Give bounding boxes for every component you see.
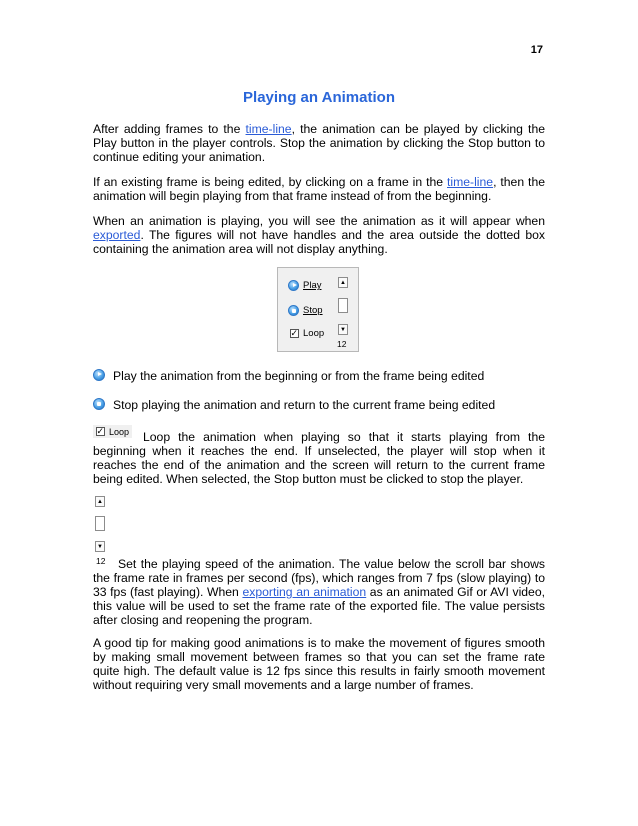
speed-description [93, 557, 545, 627]
play-label: Play [303, 280, 322, 291]
scroll-up-arrow-icon: ▲ [97, 498, 103, 505]
stop-radio-icon [288, 305, 299, 316]
speed-scrollbar-image [93, 496, 111, 566]
scroll-up-button[interactable] [338, 277, 348, 288]
loop-description: Loop the animation when playing so that it starts playing from the beginning when it reaches the end. If unselected, the player will stop when it reaches the end of the animation and the screen will return to the current frame being edited. When selected, the Stop button must be clicked to stop the player. [93, 430, 545, 486]
checkbox-icon [290, 329, 299, 338]
loop-checkbox[interactable] [290, 328, 324, 339]
play-radio-icon [93, 369, 105, 381]
stop-radio-icon [93, 398, 105, 410]
exported-link[interactable]: exported [93, 228, 141, 242]
scroll-down-arrow-icon: ▼ [97, 543, 103, 550]
paragraph-existing-frame [93, 175, 545, 203]
paragraph-text: , then the animation will begin playing from that frame instead of from the beginning. [93, 175, 546, 203]
stop-radio[interactable] [288, 305, 323, 316]
paragraph-timeline [93, 122, 545, 164]
scroll-up-arrow-icon: ▲ [340, 279, 346, 286]
stop-description: Stop playing the animation and return to the current frame being edited [113, 398, 496, 412]
play-radio[interactable] [288, 280, 321, 291]
speed-value: 12 [96, 556, 106, 566]
paragraph-text: Set the playing speed of the animation. The value below the scroll bar shows the frame rate in frames per second (fps), which ranges from 7 fps (slow playing) to 33 fps (fast playing). When [93, 557, 545, 599]
player-controls-panel [277, 267, 359, 352]
paragraph-text: If an existing frame is being edited, by clicking on a frame in the [93, 175, 447, 189]
paragraph-text: When an animation is playing, you will see the animation as it will appear when [93, 214, 545, 228]
speed-value: 12 [337, 339, 347, 349]
play-radio-icon [288, 280, 299, 291]
scroll-down-arrow-icon: ▼ [340, 326, 346, 333]
stop-label: Stop [303, 305, 323, 316]
scroll-down-button[interactable] [338, 324, 348, 335]
page-number: 17 [530, 44, 543, 56]
paragraph-text: as an animated Gif or AVI video, this value will be used to set the frame rate of the exported file. The value persists after closing and reopening the program. [93, 585, 545, 627]
paragraph-text: After adding frames to the [93, 122, 246, 136]
paragraph-text: , the animation can be played by clicking the Play button in the player controls. Stop the animation by clicking the Stop button to continue editing your animation. [93, 122, 545, 164]
time-line-link[interactable]: time-line [447, 175, 494, 189]
loop-chip-label: Loop [109, 426, 130, 437]
scroll-down-button [95, 541, 105, 552]
loop-label: Loop [303, 328, 325, 339]
exporting-animation-link[interactable]: exporting an animation [242, 585, 367, 599]
play-description: Play the animation from the beginning or from the frame being edited [113, 369, 485, 383]
page-title: Playing an Animation [243, 89, 395, 106]
tip-paragraph: A good tip for making good animations is to make the movement of figures smooth by making small movement between frames so that you can set the frame rate quite high. The default value is 12 fps since this results in fairly smooth movement without requiring very small movements and a large number of frames. [93, 636, 545, 692]
time-line-link[interactable]: time-line [245, 122, 292, 136]
speed-scroll-thumb[interactable] [338, 298, 348, 313]
paragraph-playing [93, 214, 545, 256]
speed-scroll-thumb [95, 516, 105, 531]
paragraph-text: . The figures will not have handles and the area outside the dotted box containing the animation area will not display anything. [93, 228, 545, 256]
scroll-up-button [95, 496, 105, 507]
